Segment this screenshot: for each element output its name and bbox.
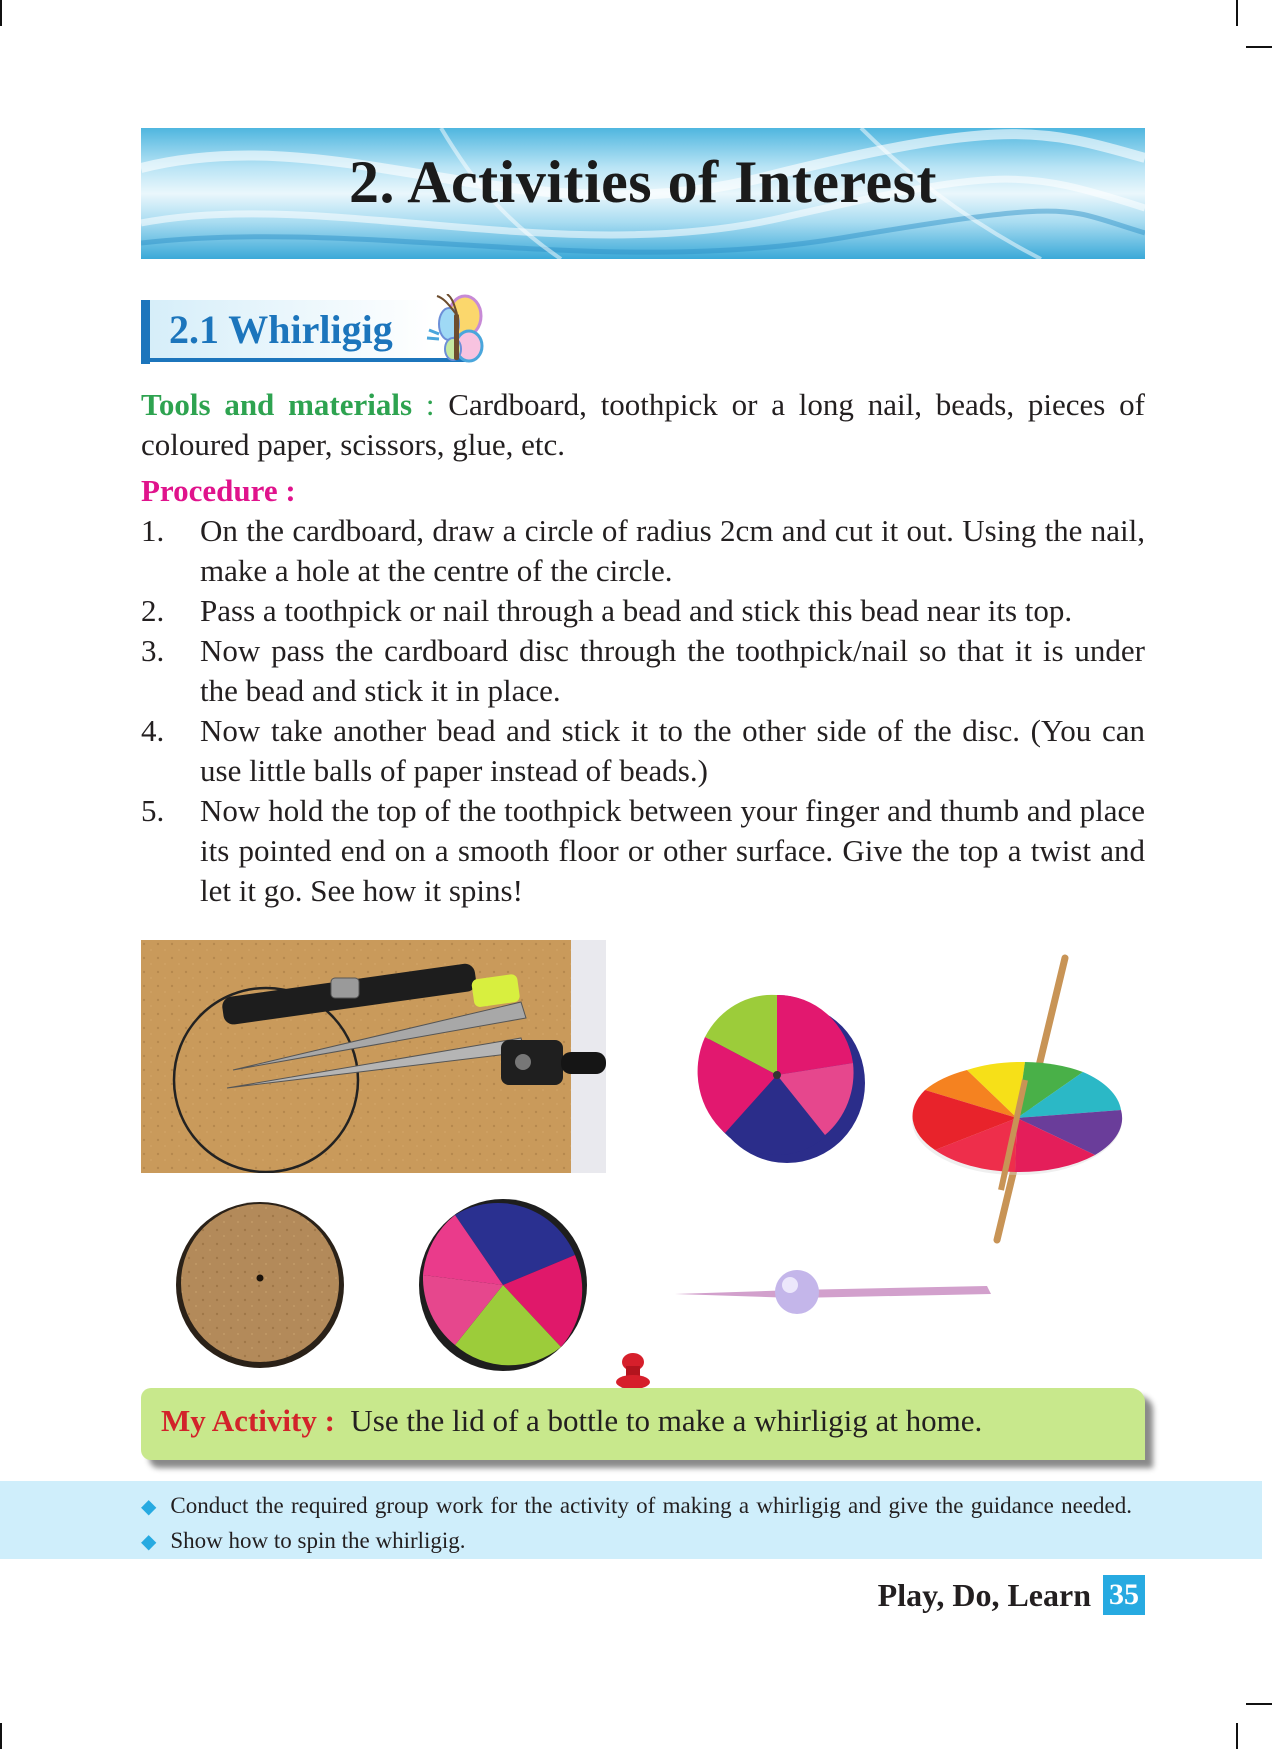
step-number: 5.: [141, 793, 165, 828]
note-second: Show how to spin the whirligig.: [170, 1528, 466, 1553]
procedure-step: [141, 711, 1145, 791]
teacher-note-text: [141, 1489, 1145, 1559]
step-text: On the cardboard, draw a circle of radius 2cm and cut it out. Using the nail, make a hole at the centre of the circle.: [200, 513, 1145, 588]
chapter-banner: [141, 128, 1145, 259]
my-activity-label: My Activity :: [161, 1403, 335, 1438]
crop-mark: [1236, 1723, 1238, 1749]
butterfly-icon: [425, 294, 489, 368]
page-footer: [878, 1575, 1145, 1615]
my-activity-box: [141, 1388, 1145, 1460]
diamond-bullet-icon: ◆: [141, 1531, 157, 1553]
crop-mark: [1246, 46, 1272, 48]
colored-discs-photo: [665, 975, 885, 1175]
procedure-step: [141, 591, 1145, 631]
spinning-whirligig-photo: [905, 950, 1135, 1250]
toothpick-bead-photo: [675, 1260, 995, 1320]
section-bar: [141, 300, 150, 364]
teacher-note: [0, 1481, 1262, 1559]
section-heading: [141, 300, 487, 364]
step-number: 2.: [141, 593, 165, 628]
procedure-label: Procedure :: [141, 473, 296, 508]
procedure-step: [141, 631, 1145, 711]
step-text: Pass a toothpick or nail through a bead and stick this bead near its top.: [200, 593, 1073, 628]
step-text: Now hold the top of the toothpick between your finger and thumb and place its pointed end on a smooth floor or other surface. Give the top a twist and let it go. See how it spins!: [200, 793, 1145, 908]
step-number: 1.: [141, 513, 165, 548]
section-title: 2.1 Whirligig: [169, 307, 393, 352]
crop-mark: [0, 1723, 2, 1749]
step-number: 4.: [141, 713, 165, 748]
page-number: 35: [1103, 1575, 1145, 1615]
diamond-bullet-icon: ◆: [141, 1496, 157, 1518]
crop-mark: [1236, 0, 1238, 26]
step-text: Now pass the cardboard disc through the toothpick/nail so that it is under the bead and stick it in place.: [200, 633, 1145, 708]
tools-label: Tools and materials: [141, 387, 413, 422]
step-text: Now take another bead and stick it to the other side of the disc. (You can use little balls of paper instead of beads.): [200, 713, 1145, 788]
tools-and-materials: [141, 385, 1145, 465]
my-activity-text: [161, 1403, 982, 1439]
quartered-disc-photo: [415, 1195, 595, 1375]
procedure-steps: [141, 511, 1145, 911]
footer-text: Play, Do, Learn: [877, 1576, 1091, 1613]
procedure-step: [141, 791, 1145, 911]
procedure-step: [141, 511, 1145, 591]
tools-colon: :: [412, 387, 435, 422]
step-number: 3.: [141, 633, 165, 668]
tools-text: Cardboard, toothpick or a long nail, beads, pieces of coloured paper, scissors, glue, etc.: [141, 387, 1145, 462]
compass-drawing-photo: [141, 940, 606, 1173]
note-first: Conduct the required group work for the activity of making a whirligig and give the guidance needed.: [170, 1493, 1132, 1518]
crop-mark: [1246, 1703, 1272, 1705]
crop-mark: [0, 0, 2, 26]
chapter-title: 2. Activities of Interest: [349, 149, 937, 215]
my-activity-instruction: Use the lid of a bottle to make a whirligig at home.: [350, 1403, 983, 1438]
cardboard-disc-photo: [172, 1198, 352, 1373]
